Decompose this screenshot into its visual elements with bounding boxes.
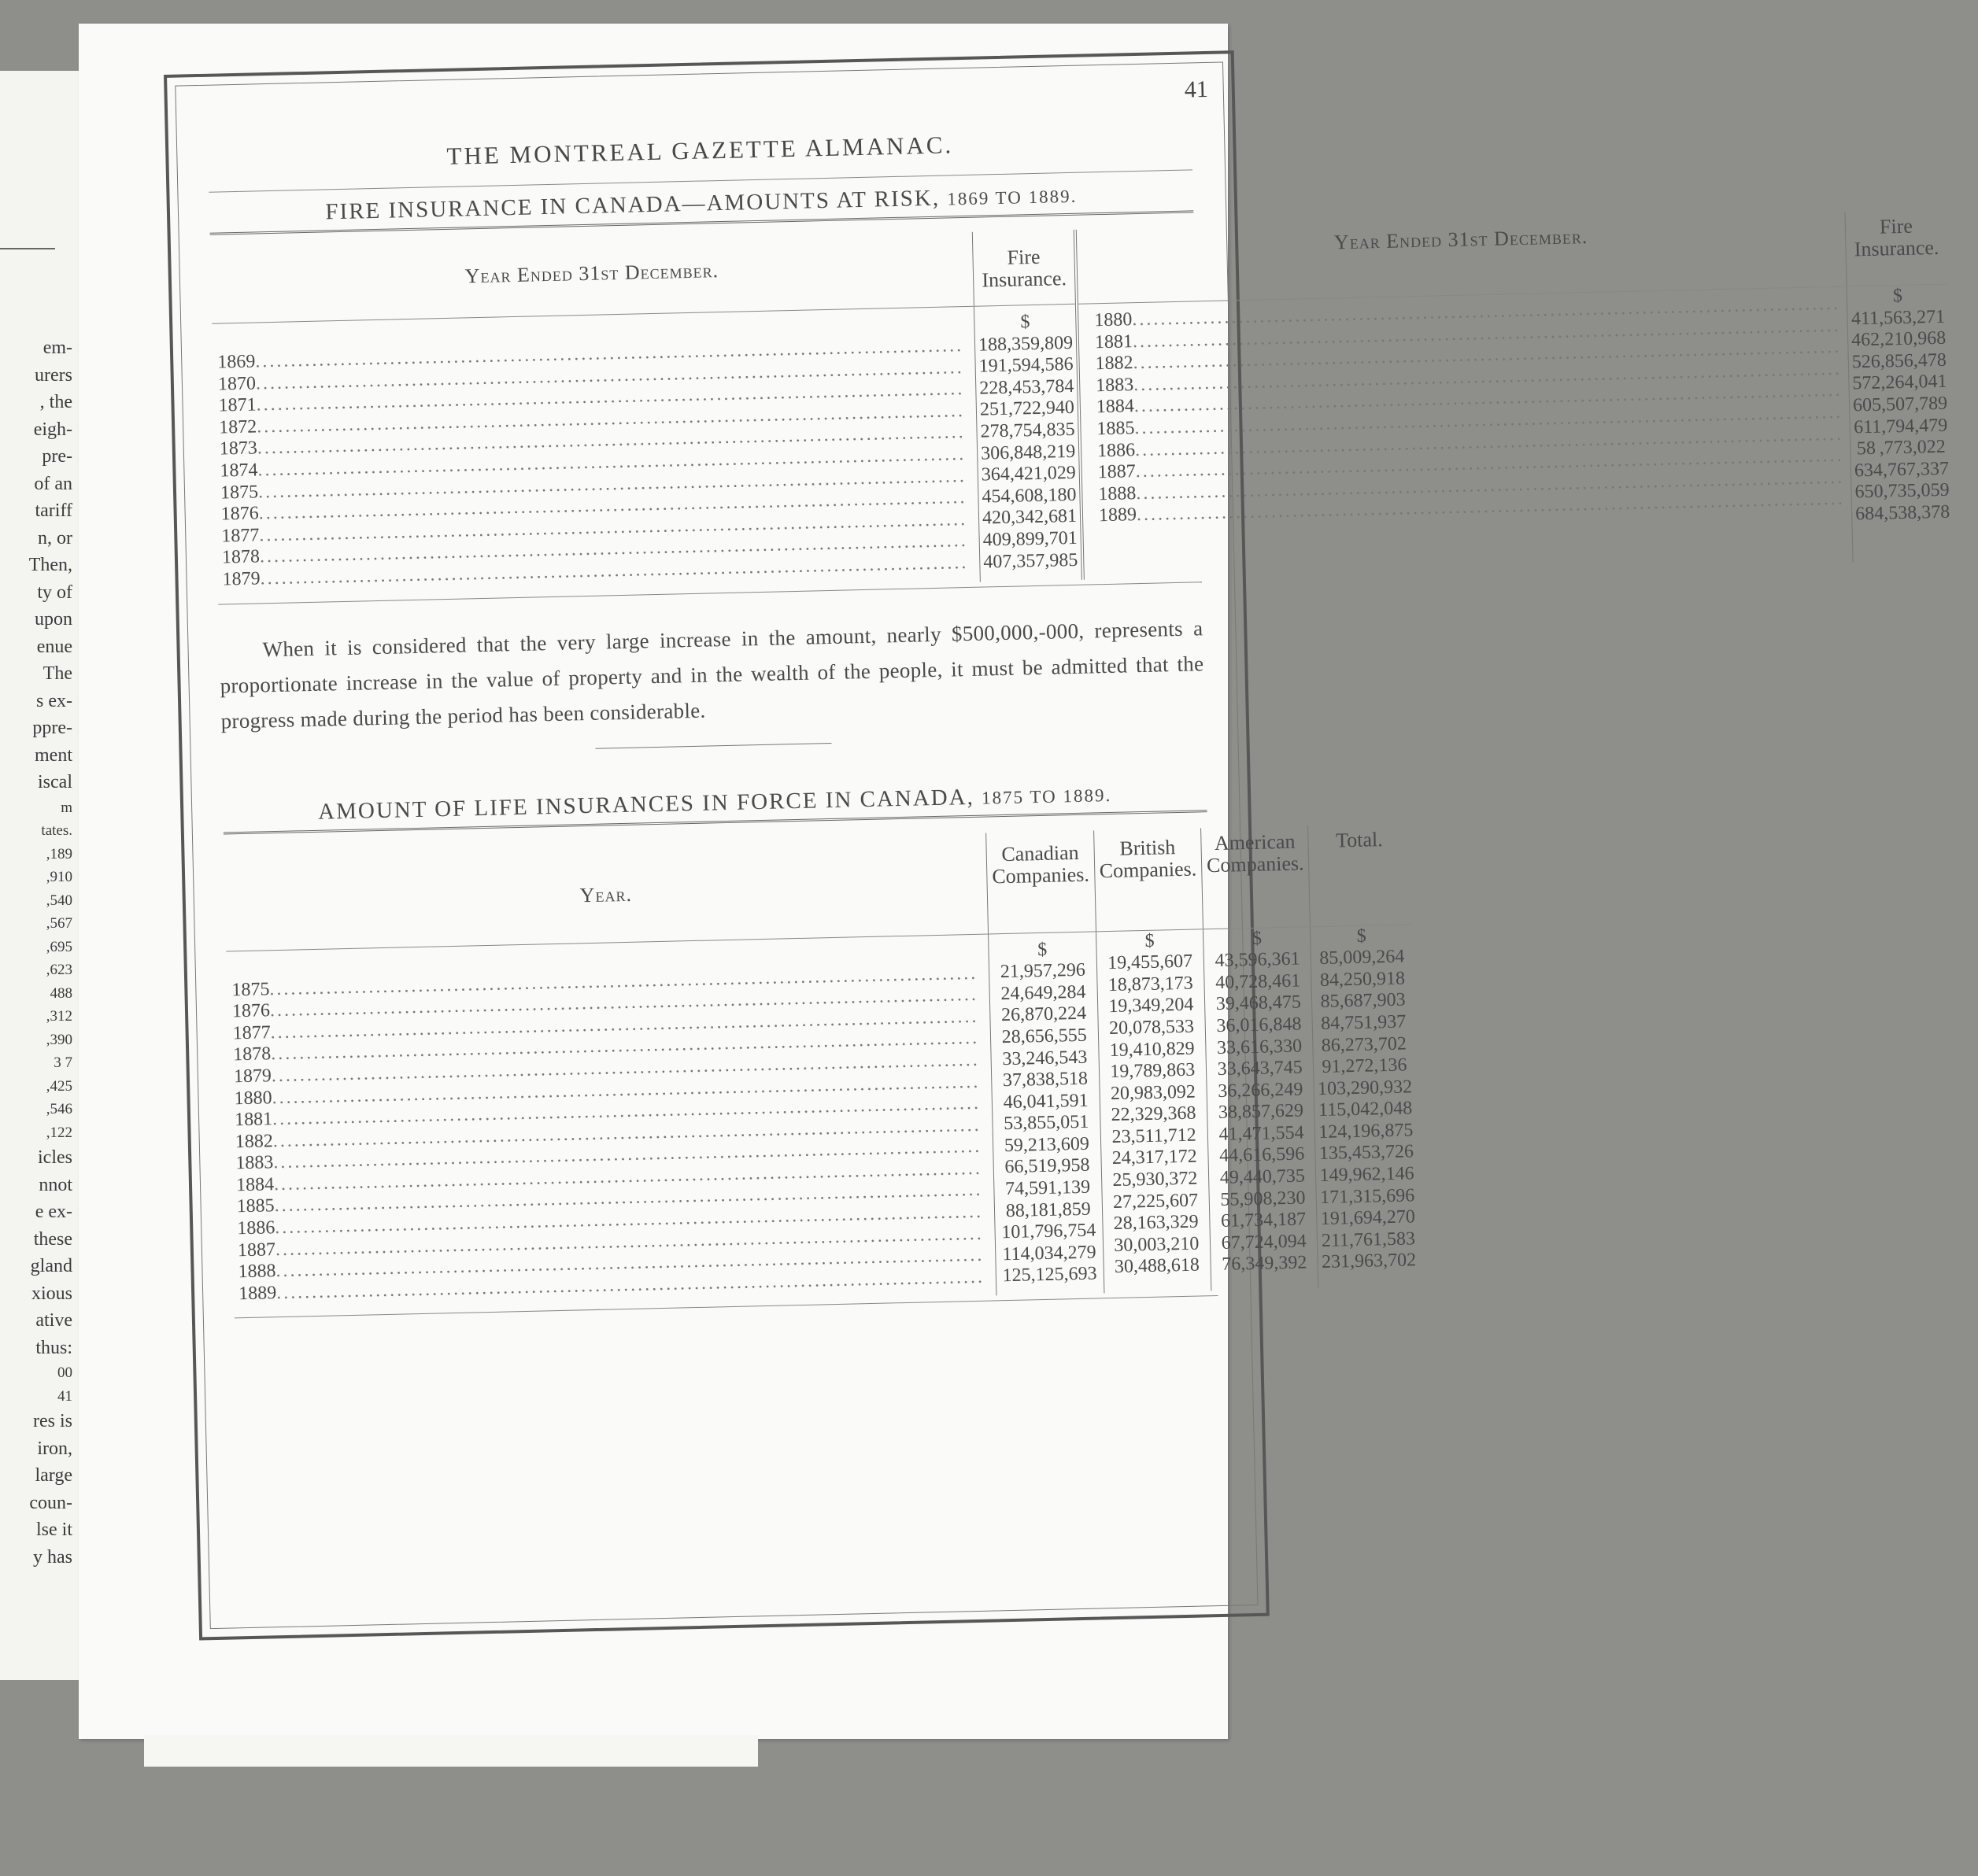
- left-page-fragment: tariff: [35, 500, 72, 521]
- fire-left-value: 420,342,681: [982, 506, 1078, 529]
- fire-left-value: 278,754,835: [980, 419, 1075, 442]
- total-value: 86,273,702: [1321, 1033, 1407, 1056]
- fire-left-value: 407,357,985: [983, 549, 1078, 573]
- left-page-fragment: Then,: [28, 555, 72, 575]
- fire-left-value: 228,453,784: [979, 375, 1074, 399]
- left-page-fragment: ative: [35, 1310, 72, 1331]
- left-page-fragment: e ex-: [35, 1202, 72, 1222]
- american-value: 39,468,475: [1215, 992, 1302, 1015]
- canadian-value: 21,957,296: [1000, 959, 1086, 983]
- fire-year-header-left: Year Ended 31st December.: [210, 232, 974, 323]
- fire-right-value: 462,210,968: [1850, 327, 1947, 351]
- fire-right-year: 1883: [1095, 374, 1134, 397]
- canadian-value: 66,519,958: [1004, 1155, 1090, 1178]
- canadian-value: 28,656,555: [1001, 1025, 1088, 1048]
- american-values: $ 43,596,361 40,728,461 39,468,475 36,016,848 33,616,330 33,643,745 36,266,249 38,857,629 41,471,554 44,616,596 49,440,735 55,908,230 61,734,187 67,724,094 76,349,392: [1203, 926, 1318, 1291]
- left-page-fragment: y has: [33, 1546, 72, 1568]
- british-value: 24,317,172: [1111, 1147, 1198, 1169]
- fire-left-year: 1870: [217, 373, 257, 395]
- left-page-fragment: em-: [43, 338, 72, 358]
- total-value: 103,290,932: [1317, 1076, 1413, 1099]
- american-header: American Companies.: [1201, 825, 1311, 929]
- fire-left-year: 1876: [220, 503, 259, 525]
- life-year: 1889: [238, 1282, 277, 1305]
- left-page-fragment: thus:: [35, 1337, 72, 1358]
- life-insurance-table: [224, 823, 1419, 1313]
- left-page-fragment: n, or: [38, 527, 72, 548]
- life-year-header: Year.: [224, 833, 988, 951]
- american-value: 38,857,629: [1218, 1100, 1304, 1124]
- total-values: $ 85,009,264 84,250,918 85,687,903 84,751,937 86,273,702 91,272,136 103,290,932 115,042,048 124,196,875 135,453,726 149,962,146 171,315,696 191,694,270 211,761,583 231,963,702: [1311, 924, 1420, 1288]
- fire-right-years: [1077, 286, 1853, 579]
- fire-right-value: 411,563,271: [1850, 306, 1946, 330]
- left-page-fragment: 3 7: [54, 1054, 72, 1071]
- left-page-fragment: coun-: [29, 1492, 72, 1513]
- left-page-fragment: ment: [35, 744, 72, 766]
- fire-right-value: 605,507,789: [1852, 393, 1948, 416]
- left-page-fragment: nnot: [39, 1174, 72, 1195]
- canadian-value: 114,034,279: [1002, 1242, 1096, 1265]
- american-value: 36,016,848: [1216, 1014, 1302, 1036]
- british-value: 28,163,329: [1113, 1211, 1199, 1235]
- left-page-fragment: eigh-: [33, 419, 72, 440]
- canadian-header: Canadian Companies.: [986, 830, 1096, 934]
- fire-right-value: 572,264,041: [1852, 371, 1947, 394]
- left-page-fragment: tates.: [41, 822, 72, 839]
- canadian-value: 53,855,051: [1003, 1111, 1089, 1135]
- fire-left-value: 251,722,940: [979, 397, 1075, 420]
- american-value: 33,616,330: [1216, 1036, 1303, 1058]
- left-page-fragment: 41: [57, 1387, 72, 1405]
- fire-right-value: 611,794,479: [1853, 415, 1948, 438]
- page-frame: [164, 50, 1950, 1640]
- fire-right-year: 1880: [1094, 309, 1133, 331]
- fire-left-year: 1873: [219, 438, 258, 460]
- american-value: 41,471,554: [1218, 1122, 1304, 1145]
- life-year: 1884: [235, 1174, 275, 1196]
- canadian-value: 125,125,693: [1002, 1263, 1097, 1287]
- left-page-fragment: ,189: [46, 845, 72, 862]
- life-year: 1886: [236, 1217, 275, 1239]
- life-insurance-title: [223, 779, 1207, 827]
- fire-left-value: 364,421,029: [981, 463, 1077, 486]
- left-page-fragment: ,546: [46, 1101, 72, 1117]
- left-page-fragment: , the: [39, 392, 72, 412]
- life-year: 1880: [234, 1087, 272, 1109]
- fire-left-values: $ 188,359,809 191,594,586 228,453,784 251,722,940 278,754,835 306,848,219 364,421,029 454,608,180 420,342,681 409,899,701 407,357,985: [974, 304, 1082, 582]
- left-page-fragment: these: [33, 1228, 72, 1250]
- fire-right-year: 1888: [1098, 482, 1137, 504]
- american-value: 36,266,249: [1218, 1079, 1303, 1102]
- british-value: 22,329,368: [1111, 1102, 1196, 1126]
- life-year: 1875: [231, 978, 270, 1000]
- left-page-fragment: ,910: [46, 869, 72, 885]
- british-value: 25,930,372: [1112, 1168, 1198, 1191]
- life-year: 1885: [236, 1195, 275, 1217]
- american-value: 33,643,745: [1217, 1057, 1303, 1080]
- british-value: 19,789,863: [1109, 1059, 1196, 1083]
- british-value: 20,983,092: [1110, 1081, 1196, 1104]
- british-values: $ 19,455,607 18,873,173 19,349,204 20,078,533 19,410,829 19,789,863 20,983,092 22,329,368 23,511,712 24,317,172 25,930,372 27,225,607 28,163,329 30,003,210 30,488,618: [1096, 929, 1211, 1293]
- life-year: 1879: [233, 1065, 272, 1088]
- life-year: 1876: [231, 1000, 271, 1022]
- fire-title-range: 1869 TO 1889.: [947, 186, 1078, 209]
- british-value: 19,349,204: [1108, 994, 1194, 1017]
- fire-right-year: 1889: [1098, 504, 1137, 526]
- british-value: 18,873,173: [1107, 973, 1194, 995]
- canadian-value: 26,870,224: [1000, 1003, 1087, 1026]
- american-value: 43,596,361: [1215, 948, 1300, 972]
- canadian-value: 59,213,609: [1004, 1133, 1090, 1156]
- fire-left-value: 191,594,586: [978, 354, 1074, 377]
- page-edge: [144, 1735, 758, 1767]
- fire-right-year: 1884: [1096, 396, 1135, 418]
- life-title-text: AMOUNT OF LIFE INSURANCES IN FORCE IN CANADA,: [317, 784, 975, 825]
- left-page-fragment: 488: [50, 984, 72, 1002]
- life-year: 1881: [234, 1109, 273, 1131]
- left-page-fragment: 00: [57, 1365, 72, 1381]
- fire-left-years: [212, 306, 980, 599]
- left-page-rule: [0, 248, 55, 249]
- fire-right-year: 1881: [1094, 331, 1133, 353]
- page-content: [206, 54, 1950, 1318]
- left-page-fragment: ,623: [46, 962, 72, 978]
- british-value: 23,511,712: [1111, 1124, 1196, 1147]
- total-value: 149,962,146: [1319, 1163, 1414, 1187]
- life-year: 1888: [238, 1261, 276, 1283]
- fire-left-value: 188,359,809: [978, 332, 1074, 356]
- life-year: 1882: [235, 1130, 274, 1152]
- total-value: 211,761,583: [1321, 1228, 1416, 1251]
- british-header: British Companies.: [1093, 828, 1203, 932]
- canadian-value: 46,041,591: [1003, 1090, 1089, 1113]
- summary-paragraph: When it is considered that the very large increase in the amount, nearly $500,000,-000, represents a proportionate increase in the value of property and in the wealth of the people, it must be admitted that the progress made during the period has been considerable.: [220, 615, 1204, 733]
- fire-right-year: 1882: [1095, 353, 1133, 375]
- left-page-fragment: iscal: [38, 772, 72, 792]
- fire-left-year: 1875: [220, 481, 259, 504]
- left-page-fragment: ,122: [46, 1124, 72, 1141]
- fire-right-value: 526,856,478: [1851, 349, 1947, 373]
- american-value: 76,349,392: [1222, 1252, 1307, 1276]
- left-page-fragment: The: [43, 663, 72, 684]
- canadian-value: 24,649,284: [1000, 981, 1086, 1004]
- left-page-fragment: xious: [31, 1283, 72, 1304]
- total-value: 115,042,048: [1318, 1098, 1413, 1121]
- left-page-fragment: lse it: [36, 1520, 72, 1540]
- american-value: 40,728,461: [1215, 970, 1301, 993]
- canadian-value: 101,796,754: [1001, 1220, 1096, 1243]
- left-page-fragment: enue: [36, 636, 72, 657]
- fire-left-year: 1871: [218, 394, 257, 416]
- british-value: 20,078,533: [1108, 1016, 1195, 1039]
- american-value: 44,616,596: [1218, 1143, 1305, 1167]
- left-page-fragment: ,312: [46, 1008, 72, 1025]
- total-header: Total.: [1308, 823, 1411, 926]
- life-title-range: 1875 TO 1889.: [981, 785, 1112, 808]
- canadian-values: $ 21,957,296 24,649,284 26,870,224 28,656,555 33,246,543 37,838,518 46,041,591 53,855,051 59,213,609 66,519,958 74,591,139 88,181,859 101,796,754 114,034,279 125,125,693: [989, 931, 1104, 1295]
- american-value: 49,440,735: [1219, 1165, 1306, 1188]
- left-page-fragment: gland: [30, 1256, 72, 1276]
- british-value: 27,225,607: [1112, 1190, 1199, 1213]
- fire-right-year: 1887: [1097, 461, 1137, 483]
- fire-insurance-title: [209, 179, 1193, 227]
- left-page-fragment: urers: [35, 364, 72, 386]
- left-page-fragment: s ex-: [36, 690, 72, 711]
- fire-right-value: 58 ,773,022: [1856, 436, 1947, 460]
- fire-left-value: 409,899,701: [982, 527, 1078, 551]
- fire-left-value: 454,608,180: [982, 484, 1077, 508]
- left-page-fragment: ,695: [46, 938, 72, 955]
- british-value: 30,003,210: [1114, 1233, 1200, 1256]
- british-value: 19,410,829: [1109, 1038, 1195, 1061]
- fire-right-values: $ 411,563,271 462,210,968 526,856,478 572,264,041 605,507,789 611,794,479 58 ,773,022 634,767,337 650,735,059 684,538,378: [1847, 284, 1954, 562]
- fire-left-year: 1878: [221, 546, 261, 568]
- fire-left-value: 306,848,219: [980, 441, 1076, 464]
- total-value: 85,687,903: [1320, 989, 1406, 1013]
- fire-right-value: 650,735,059: [1854, 480, 1950, 503]
- left-page-fragment: pre-: [42, 446, 72, 467]
- fire-right-value: 634,767,337: [1854, 458, 1950, 482]
- total-value: 231,963,702: [1321, 1250, 1417, 1273]
- life-year: 1878: [232, 1043, 272, 1065]
- left-page-fragment: upon: [35, 609, 72, 630]
- total-value: 84,250,918: [1319, 968, 1406, 991]
- fire-left-year: 1872: [218, 416, 257, 438]
- life-years: [226, 934, 996, 1313]
- left-page-fragment: icles: [38, 1147, 72, 1168]
- left-page-fragment: ,425: [46, 1077, 72, 1095]
- left-page-fragment: of an: [34, 473, 72, 494]
- total-value: 85,009,264: [1319, 946, 1405, 969]
- left-page-fragment: ty of: [37, 582, 72, 603]
- section-divider: [596, 743, 832, 749]
- total-value: 171,315,696: [1319, 1184, 1415, 1208]
- left-page-fragment: ,567: [46, 915, 72, 932]
- total-value: 191,694,270: [1320, 1206, 1416, 1230]
- canadian-value: 37,838,518: [1002, 1068, 1089, 1091]
- fire-title-text: FIRE INSURANCE IN CANADA—AMOUNTS AT RISK,: [325, 185, 941, 225]
- previous-page-fragment: [0, 71, 81, 1680]
- left-page-fragment: ppre-: [32, 718, 72, 738]
- british-value: 30,488,618: [1114, 1254, 1200, 1278]
- total-value: 91,272,136: [1322, 1054, 1407, 1078]
- fire-year-header-right: Year Ended 31st December.: [1075, 212, 1847, 305]
- british-value: 19,455,607: [1107, 951, 1193, 974]
- fire-value-header-right: Fire Insurance.: [1845, 210, 1948, 286]
- fire-left-year: 1879: [222, 568, 261, 590]
- fire-insurance-table: [210, 210, 1954, 599]
- fire-right-year: 1886: [1096, 439, 1136, 461]
- life-year: 1883: [235, 1152, 274, 1174]
- left-page-fragment: ,390: [46, 1031, 72, 1048]
- fire-right-value: 684,538,378: [1854, 501, 1950, 525]
- total-value: 124,196,875: [1318, 1120, 1414, 1143]
- left-page-fragment: res is: [33, 1411, 72, 1431]
- fire-left-year: 1869: [217, 351, 256, 373]
- fire-right-year: 1885: [1096, 418, 1135, 440]
- canadian-value: 33,246,543: [1002, 1047, 1088, 1069]
- left-page-fragment: m: [61, 799, 72, 816]
- life-year: 1877: [232, 1021, 271, 1044]
- canadian-value: 74,591,139: [1004, 1176, 1091, 1200]
- canadian-value: 88,181,859: [1005, 1198, 1092, 1221]
- fire-value-header-left: Fire Insurance.: [972, 230, 1077, 306]
- total-value: 84,751,937: [1320, 1011, 1407, 1034]
- left-page-text: [0, 334, 72, 1571]
- american-value: 55,908,230: [1220, 1187, 1306, 1210]
- american-value: 61,734,187: [1220, 1209, 1307, 1232]
- running-head: THE MONTREAL GAZETTE ALMANAC.: [446, 131, 954, 170]
- life-year: 1887: [237, 1239, 276, 1261]
- fire-left-year: 1877: [221, 525, 260, 547]
- left-page-fragment: large: [35, 1465, 72, 1486]
- left-page-fragment: ,540: [46, 892, 72, 909]
- american-value: 67,724,094: [1221, 1231, 1307, 1254]
- page-number: 41: [1184, 76, 1209, 103]
- total-value: 135,453,726: [1318, 1141, 1414, 1165]
- fire-left-year: 1874: [220, 460, 258, 482]
- left-page-fragment: iron,: [37, 1438, 72, 1459]
